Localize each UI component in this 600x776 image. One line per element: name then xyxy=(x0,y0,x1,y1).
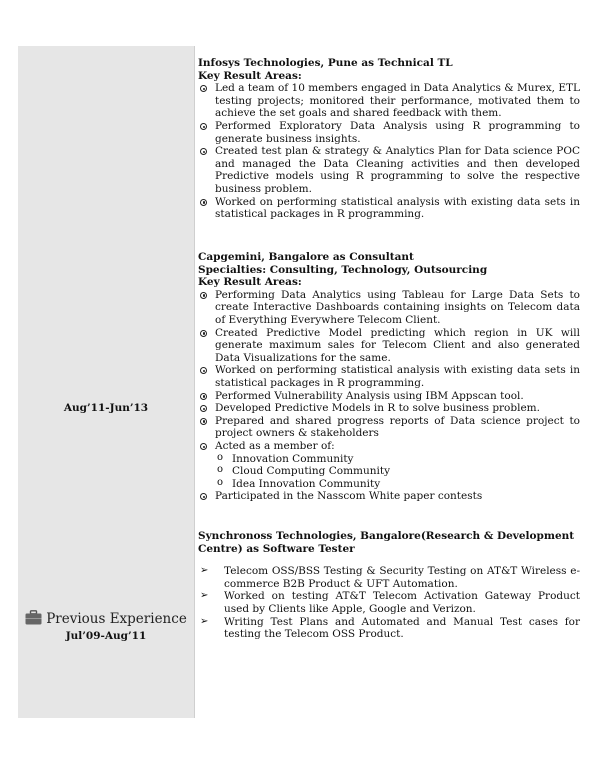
list-item: Led a team of 10 members engaged in Data Analytics & Murex, ETL testing projects; monitored their performance, motivated them to achieve the set goals and shared feedback with them. xyxy=(198,82,580,120)
list-item: Prepared and shared progress reports of Data science project to project owners & stakeholders xyxy=(198,415,580,440)
list-item: Participated in the Nasscom White paper contests xyxy=(198,490,580,503)
list-item: ➢ Worked on testing AT&T Telecom Activation Gateway Product used by Clients like Apple, Google and Verizon. xyxy=(198,590,580,615)
capgemini-date: Aug’11-Jun’13 xyxy=(63,402,149,414)
synchronoss-list xyxy=(198,565,580,641)
community-item: o Innovation Community xyxy=(198,453,580,466)
list-item: Worked on performing statistical analysis with existing data sets in statistical packages in R programming. xyxy=(198,196,580,221)
infosys-list xyxy=(198,82,580,221)
capgemini-list xyxy=(198,289,580,503)
section-title: Previous Experience xyxy=(46,611,187,627)
list-item: Developed Predictive Models in R to solve business problem. xyxy=(198,402,580,415)
list-item: ➢ Telecom OSS/BSS Testing & Security Testing on AT&T Wireless e-commerce B2B Product & UFT Automation. xyxy=(198,565,580,590)
synchronoss-title: Synchronoss Technologies, Bangalore(Research & Development Centre) as Software Tester xyxy=(198,530,575,555)
community-item: o Idea Innovation Community xyxy=(198,478,580,491)
briefcase-icon xyxy=(25,610,42,629)
capgemini-title: Capgemini, Bangalore as Consultant xyxy=(198,251,414,263)
capgemini-specialties: Specialties: Consulting, Technology, Outsourcing xyxy=(198,263,488,276)
infosys-section xyxy=(198,57,580,221)
capgemini-section xyxy=(198,251,580,503)
list-item: Performed Vulnerability Analysis using IBM Appscan tool. xyxy=(198,390,580,403)
list-item: Worked on performing statistical analysis with existing data sets in statistical packages in R programming. xyxy=(198,364,580,389)
list-item: Performed Exploratory Data Analysis using R programming to generate business insights. xyxy=(198,120,580,145)
list-item: Performing Data Analytics using Tableau for Large Data Sets to create Interactive Dashboards containing insights on Telecom data of Everything Everywhere Telecom Client. xyxy=(198,289,580,327)
list-item: Created Predictive Model predicting which region in UK will generate maximum sales for Telecom Client and also generated Data Visualizations for the same. xyxy=(198,327,580,365)
list-item: ➢ Writing Test Plans and Automated and Manual Test cases for testing the Telecom OSS Product. xyxy=(198,616,580,641)
list-item: Created test plan & strategy & Analytics Plan for Data science POC and managed the Data Cleaning activities and then developed Predictive models using R programming to solve the respective business problem. xyxy=(198,145,580,195)
infosys-title: Infosys Technologies, Pune as Technical TL xyxy=(198,57,453,69)
capgemini-kra: Key Result Areas: xyxy=(198,276,302,289)
sidebar-column xyxy=(18,46,195,718)
list-item: Acted as a member of: xyxy=(198,440,580,453)
previous-experience-heading xyxy=(18,610,194,629)
infosys-kra: Key Result Areas: xyxy=(198,69,302,82)
synchronoss-section xyxy=(198,530,580,641)
synchronoss-date: Jul’09-Aug’11 xyxy=(65,630,147,642)
community-item: o Cloud Computing Community xyxy=(198,465,580,478)
